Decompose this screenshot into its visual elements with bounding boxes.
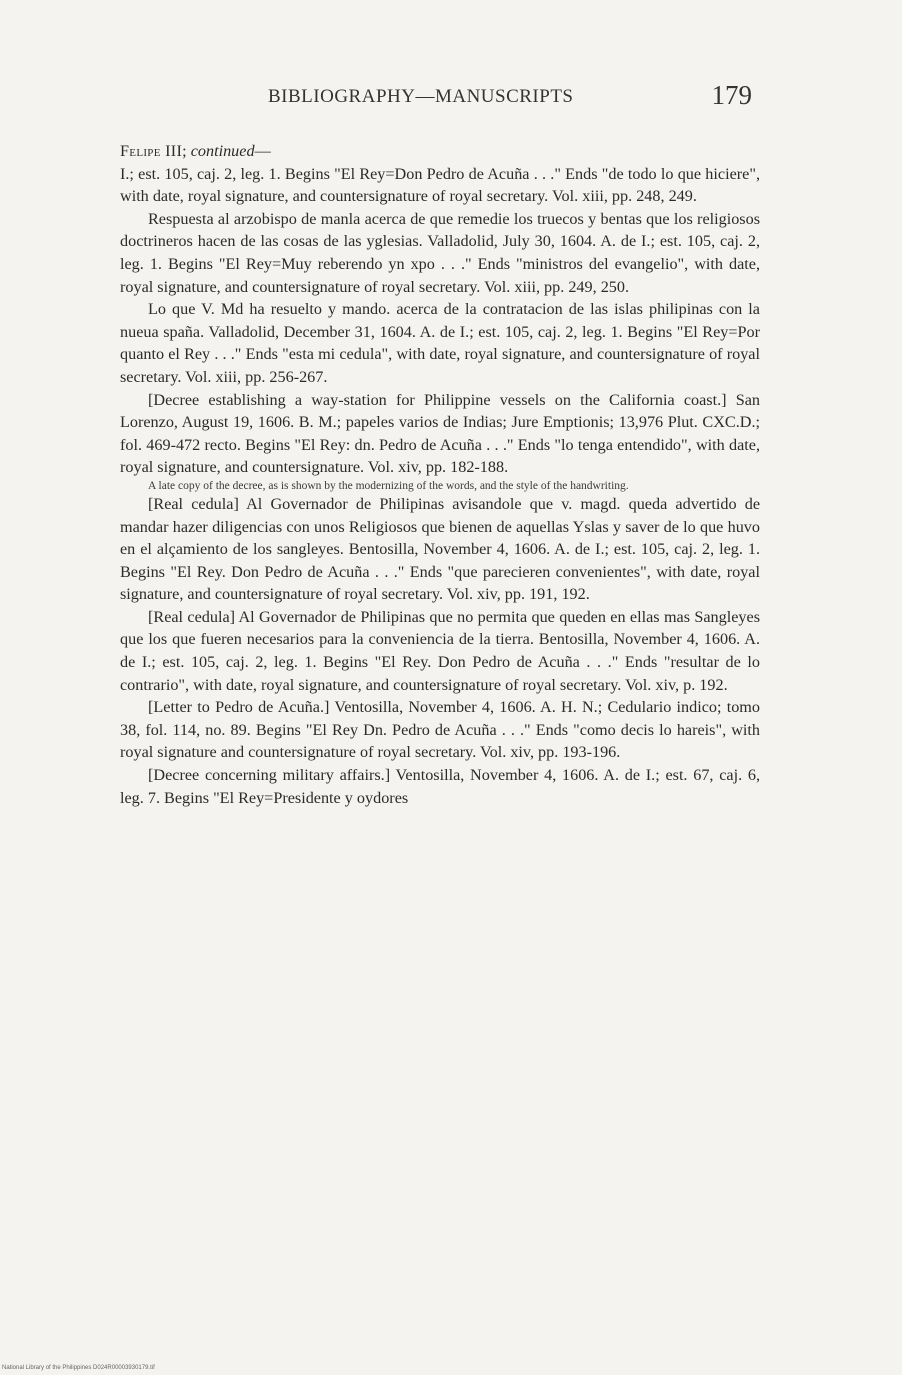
- page-number: 179: [711, 80, 752, 110]
- page-body: [120, 140, 760, 809]
- running-head: BIBLIOGRAPHY—MANUSCRIPTS: [268, 86, 574, 107]
- editorial-note: A late copy of the decree, as is shown by the modernizing of the words, and the style of the handwriting.: [148, 479, 629, 492]
- section-name: Felipe III: [120, 142, 183, 160]
- archive-stamp: National Library of the Philippines D024R00003930179.tif: [2, 1365, 155, 1371]
- section-continued: continued: [190, 142, 255, 160]
- entry-paragraph: [Decree concerning military affairs.] Ventosilla, November 4, 1606. A. de I.; est. 67, caj. 6, leg. 7. Begins "El Rey=Presidente y oydores: [120, 766, 760, 807]
- section-dash: —: [254, 142, 271, 160]
- entry-paragraph: [Letter to Pedro de Acuña.] Ventosilla, November 4, 1606. A. H. N.; Cedulario indico; tomo 38, fol. 114, no. 89. Begins "El Rey Dn. Pedro de Acuña . . ." Ends "como decis lo hareis", with royal signature and countersignature of royal secretary. Vol. xiv, pp. 193-196.: [120, 698, 760, 762]
- entry-paragraph: [Real cedula] Al Governador de Philipinas que no permita que queden en ellas mas Sangleyes que los que fueren necesarios para la conveniencia de la tierra. Bentosilla, November 4, 1606. A. de I.; est. 105, caj. 2, leg. 1. Begins "El Rey. Don Pedro de Acuña . . ." Ends "resultar de lo contrario", with date, royal signature, and countersignature of royal secretary. Vol. xiv, p. 192.: [120, 607, 760, 694]
- entry-paragraph: I.; est. 105, caj. 2, leg. 1. Begins "El Rey=Don Pedro de Acuña . . ." Ends "de todo lo que hiciere", with date, royal signature, and countersignature of royal secretary. Vol. xiii, pp. 248, 249.: [120, 164, 760, 206]
- entry-paragraph: [Decree establishing a way-station for Philippine vessels on the California coast.] San Lorenzo, August 19, 1606. B. M.; papeles varios de Indias; Jure Emptionis; 13,976 Plut. CXC.D.; fol. 469-472 recto. Begins "El Rey: dn. Pedro de Acuña . . ." Ends "lo tenga entendido", with date, royal signature, and countersignature. Vol. xiv, pp. 182-188.: [120, 390, 760, 477]
- entry-paragraph: Respuesta al arzobispo de manla acerca de que remedie los truecos y bentas que los religiosos doctrineros hacen de las cosas de las yglesias. Valladolid, July 30, 1604. A. de I.; est. 105, caj. 2, leg. 1. Begins "El Rey=Muy reberendo yn xpo . . ." Ends "ministros del evangelio", with date, royal signature, and countersignature of royal secretary. Vol. xiii, pp. 249, 250.: [120, 209, 760, 296]
- entry-paragraph: [Real cedula] Al Governador de Philipinas avisandole que v. magd. queda advertido de mandar hazer diligencias con unos Religiosos que bienen de aquellas Yslas y saver de lo que huvo en el alçamiento de los sangleyes. Bentosilla, November 4, 1606. A. de I.; est. 105, caj. 2, leg. 1. Begins "El Rey. Don Pedro de Acuña . . ." Ends "que parecieren convenientes", with date, royal signature, and countersignature of royal secretary. Vol. xiv, pp. 191, 192.: [120, 494, 760, 604]
- page-header: [120, 80, 760, 116]
- entry-paragraph: Lo que V. Md ha resuelto y mando. acerca de la contratacion de las islas philipinas con la nueua spaña. Valladolid, December 31, 1604. A. de I.; est. 105, caj. 2, leg. 1. Begins "El Rey=Por quanto el Rey . . ." Ends "esta mi cedula", with date, royal signature, and countersignature of royal secretary. Vol. xiii, pp. 256-267.: [120, 300, 760, 386]
- section-heading: Felipe III; continued—: [120, 142, 271, 160]
